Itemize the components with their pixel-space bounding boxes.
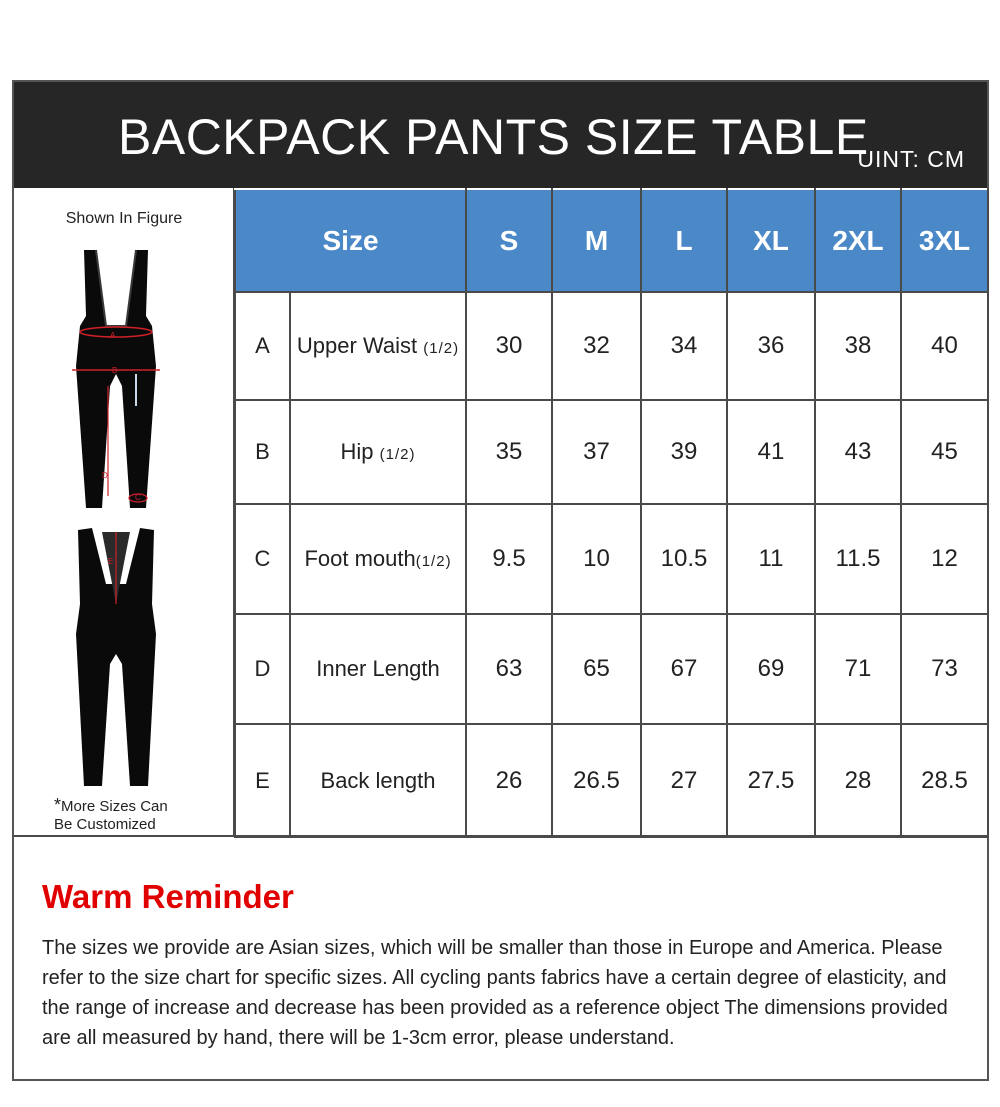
row-label — [290, 400, 466, 504]
value-cell: 32 — [552, 292, 641, 400]
value-cell: 27.5 — [727, 724, 815, 837]
bib-pants-front-image — [66, 246, 166, 516]
size-col-xl: XL — [727, 189, 815, 292]
reminder-title: Warm Reminder — [42, 878, 294, 915]
value-cell: 45 — [901, 400, 988, 504]
customization-note — [54, 796, 168, 834]
row-label-text: Foot mouth — [304, 546, 416, 571]
row-letter: B — [235, 400, 290, 504]
table-row — [235, 292, 988, 400]
value-cell: 27 — [641, 724, 727, 837]
row-letter: D — [235, 614, 290, 724]
size-header-cell: Size — [235, 189, 466, 292]
row-label — [290, 292, 466, 400]
row-label-text: Upper Waist — [296, 333, 418, 358]
size-header-row — [235, 189, 988, 292]
value-cell: 65 — [552, 614, 641, 724]
value-cell: 34 — [641, 292, 727, 400]
row-label — [290, 614, 466, 724]
row-label-text: Inner Length — [316, 656, 440, 681]
size-col-l: L — [641, 189, 727, 292]
table-row — [235, 614, 988, 724]
header-bar — [14, 82, 987, 188]
value-cell: 73 — [901, 614, 988, 724]
size-table — [234, 188, 989, 838]
value-cell: 10.5 — [641, 504, 727, 614]
value-cell: 11 — [727, 504, 815, 614]
marker-e-label: E — [108, 557, 114, 566]
note-line-2: Be Customized — [54, 816, 156, 833]
value-cell: 37 — [552, 400, 641, 504]
size-col-m: M — [552, 189, 641, 292]
value-cell: 39 — [641, 400, 727, 504]
row-label-text: Back length — [320, 767, 436, 793]
reminder-text: The sizes we provide are Asian sizes, which will be smaller than those in Europe and America. Please refer to the size chart for specific sizes. All cycling pants fabrics have a certain degree of elasticity, and the range of increase and decrease has been provided as a reference object The dimensions provided are all measured by hand, there will be 1-3cm error, please understand. — [42, 937, 948, 1049]
table-row — [235, 504, 988, 614]
value-cell: 28 — [815, 724, 901, 837]
section-divider — [14, 835, 987, 837]
value-cell: 9.5 — [466, 504, 552, 614]
value-cell: 26 — [466, 724, 552, 837]
value-cell: 63 — [466, 614, 552, 724]
table-row — [235, 400, 988, 504]
value-cell: 41 — [727, 400, 815, 504]
row-label-text: Hip — [340, 439, 374, 464]
value-cell: 30 — [466, 292, 552, 400]
page-title: BACKPACK PANTS SIZE TABLE — [118, 109, 869, 165]
value-cell: 71 — [815, 614, 901, 724]
marker-d-label: D — [102, 471, 108, 480]
row-label — [290, 724, 466, 837]
bib-pants-back-image — [66, 524, 166, 792]
marker-b-label: B — [112, 366, 118, 375]
size-col-3xl: 3XL — [901, 189, 988, 292]
figure-title: Shown In Figure — [65, 210, 183, 227]
value-cell: 11.5 — [815, 504, 901, 614]
size-col-s: S — [466, 189, 552, 292]
figure-panel — [14, 188, 234, 836]
note-star: * — [54, 795, 62, 815]
marker-c-label: C — [135, 493, 141, 502]
warm-reminder-section — [14, 838, 987, 1079]
value-cell: 26.5 — [552, 724, 641, 837]
value-cell: 43 — [815, 400, 901, 504]
row-label — [290, 504, 466, 614]
value-cell: 40 — [901, 292, 988, 400]
row-label-half: (1/2) — [415, 553, 452, 570]
marker-a-label: A — [110, 331, 116, 340]
row-label-half: (1/2) — [379, 446, 416, 463]
value-cell: 69 — [727, 614, 815, 724]
row-letter: C — [235, 504, 290, 614]
unit-label: UINT: CM — [857, 146, 965, 172]
value-cell: 28.5 — [901, 724, 988, 837]
value-cell: 36 — [727, 292, 815, 400]
note-line-1: More Sizes Can — [61, 798, 168, 815]
table-row — [235, 724, 988, 837]
size-col-2xl: 2XL — [815, 189, 901, 292]
value-cell: 38 — [815, 292, 901, 400]
row-label-half: (1/2) — [423, 340, 460, 357]
row-letter: E — [235, 724, 290, 837]
row-letter: A — [235, 292, 290, 400]
value-cell: 12 — [901, 504, 988, 614]
value-cell: 35 — [466, 400, 552, 504]
value-cell: 67 — [641, 614, 727, 724]
value-cell: 10 — [552, 504, 641, 614]
